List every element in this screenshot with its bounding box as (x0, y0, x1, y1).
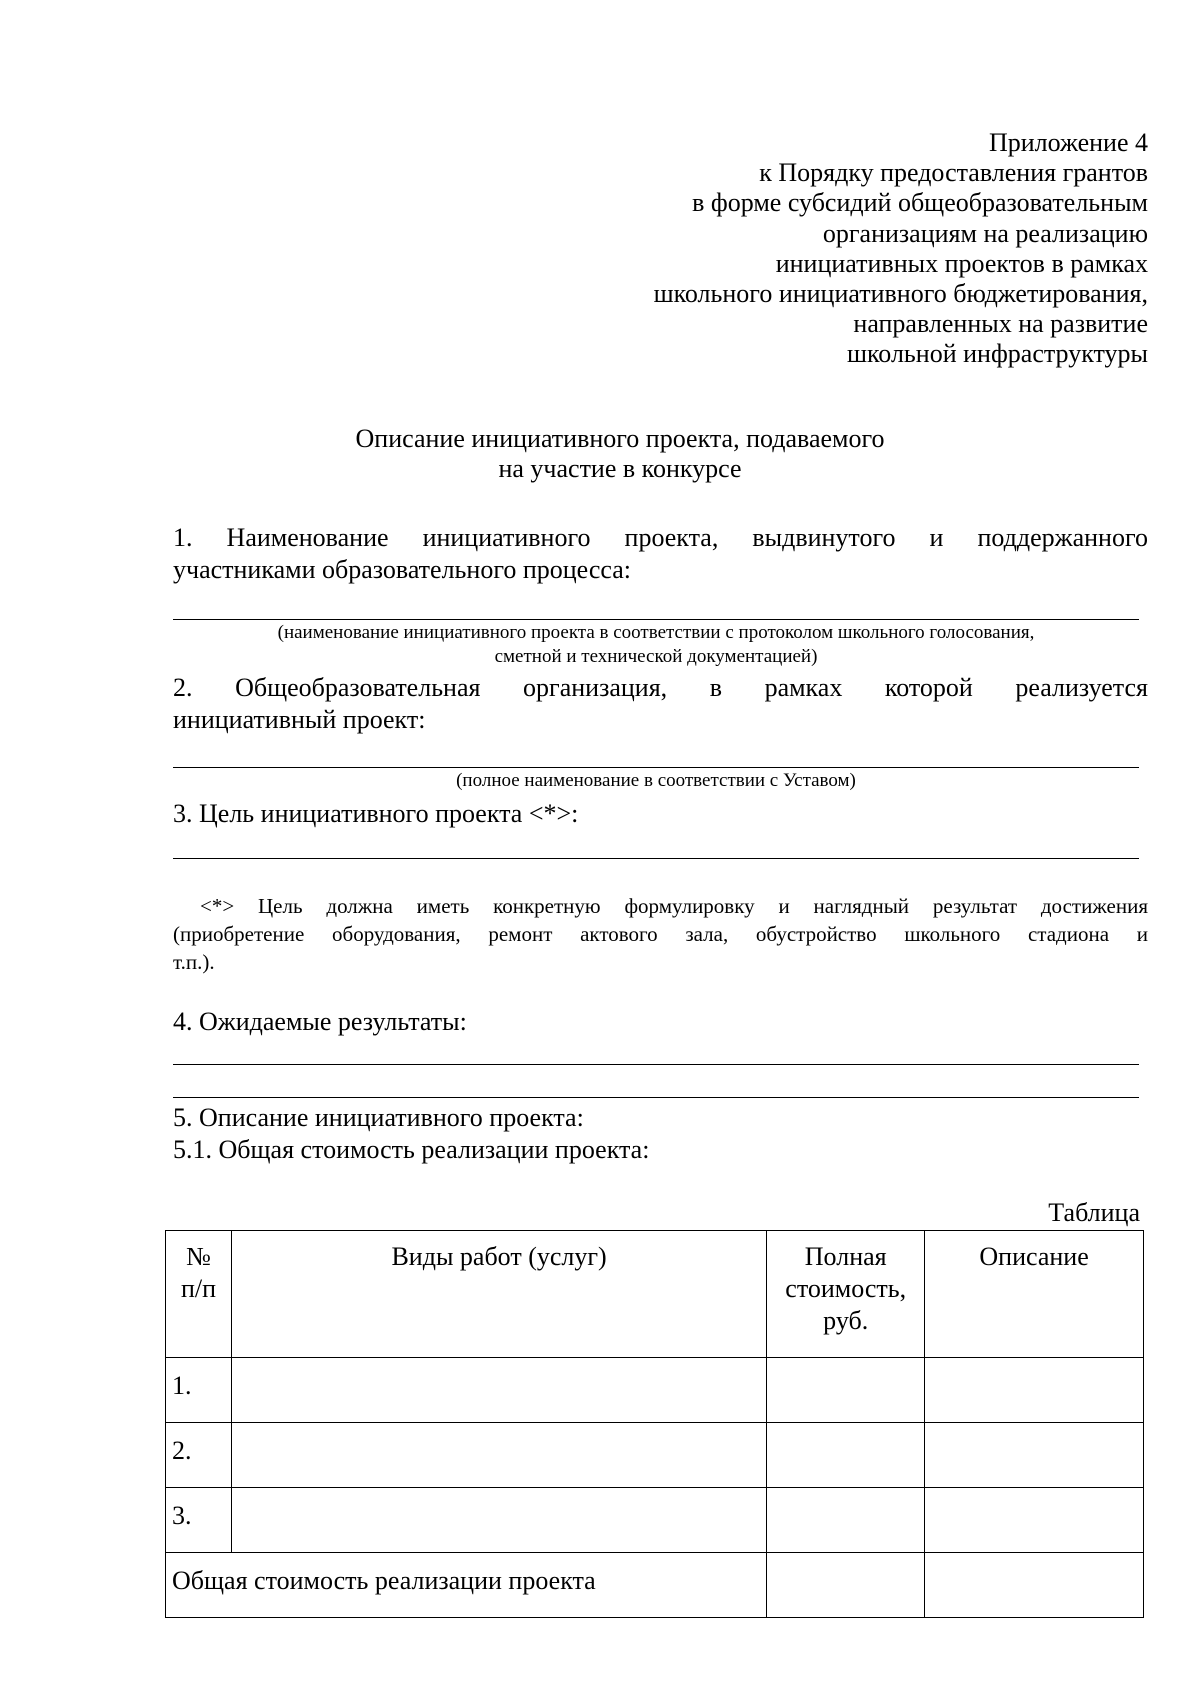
work-type-cell[interactable] (231, 1358, 766, 1423)
table-row (166, 1358, 1144, 1423)
total-cost-cell[interactable] (767, 1553, 925, 1618)
section-4-label: 4. Ожидаемые результаты: (173, 1007, 467, 1036)
section-2-line: инициативный проект: (173, 705, 426, 734)
header-cell-number (166, 1231, 232, 1358)
header-text: Полная (804, 1242, 887, 1271)
section-1-answer-line[interactable] (173, 619, 1139, 620)
cost-table (165, 1230, 1144, 1618)
description-cell[interactable] (925, 1488, 1144, 1553)
title-line: на участие в конкурсе (498, 454, 742, 483)
section-1-line: участниками образовательного процесса: (173, 555, 632, 584)
row-number: 1. (166, 1358, 232, 1423)
appendix-line: Приложение 4 (988, 128, 1148, 157)
appendix-line: к Порядку предоставления грантов (759, 158, 1148, 188)
total-label: Общая стоимость реализации проекта (166, 1553, 767, 1618)
table-total-row (166, 1553, 1144, 1618)
header-text: стоимость, (785, 1274, 907, 1303)
cost-cell[interactable] (767, 1423, 925, 1488)
appendix-line: направленных на развитие (853, 309, 1148, 339)
appendix-line: инициативных проектов в рамках (775, 248, 1148, 278)
caption-line: сметной и технической документацией) (494, 646, 818, 667)
table-caption: Таблица (1048, 1198, 1140, 1227)
header-text: Виды работ (услуг) (391, 1242, 607, 1271)
cost-cell[interactable] (767, 1488, 925, 1553)
section-2-answer-line[interactable] (173, 767, 1139, 768)
section-4-answer-line[interactable] (173, 1097, 1139, 1098)
appendix-line: организациям на реализацию (822, 218, 1148, 248)
title-line: Описание инициативного проекта, подаваемого (355, 424, 885, 453)
appendix-line: школьной инфраструктуры (846, 339, 1148, 369)
footnote-line: (приобретение оборудования, ремонт актового зала, обустройство школьного стадиона и (173, 922, 1148, 946)
appendix-line: в форме субсидий общеобразовательным (692, 188, 1148, 218)
section-2-caption: (полное наименование в соответствии с Уставом) (456, 770, 856, 791)
section-2-line: 2. Общеобразовательная организация, в рамках которой реализуется (173, 673, 1148, 702)
total-description-cell[interactable] (925, 1553, 1144, 1618)
section-3-label: 3. Цель инициативного проекта <*>: (173, 799, 579, 828)
cost-cell[interactable] (767, 1358, 925, 1423)
table-row (166, 1488, 1144, 1553)
appendix-line: школьного инициативного бюджетирования, (653, 279, 1148, 309)
header-cell-work-types (231, 1231, 766, 1358)
header-cell-description (925, 1231, 1144, 1358)
section-2-heading (173, 672, 1148, 736)
section-5-label: 5. Описание инициативного проекта: (173, 1103, 584, 1132)
description-cell[interactable] (925, 1358, 1144, 1423)
section-4-answer-line[interactable] (173, 1064, 1139, 1065)
row-number: 3. (166, 1488, 232, 1553)
caption-line: (наименование инициативного проекта в соответствии с протоколом школьного голосования, (277, 622, 1035, 643)
section-5-1-label: 5.1. Общая стоимость реализации проекта: (173, 1135, 650, 1164)
table-row (166, 1423, 1144, 1488)
description-cell[interactable] (925, 1423, 1144, 1488)
section-1-heading (173, 522, 1148, 586)
footnote-line: т.п.). (173, 950, 215, 974)
row-number: 2. (166, 1423, 232, 1488)
header-cell-full-cost (767, 1231, 925, 1358)
work-type-cell[interactable] (231, 1488, 766, 1553)
footnote-line: <*> Цель должна иметь конкретную формулировку и наглядный результат достижения (200, 894, 1148, 918)
footnote (173, 892, 1148, 976)
section-1-caption (173, 621, 1139, 669)
section-3-answer-line[interactable] (173, 858, 1139, 859)
header-text: № (186, 1242, 211, 1271)
table-header-row (166, 1231, 1144, 1358)
header-text: руб. (823, 1306, 869, 1335)
header-text: п/п (180, 1274, 216, 1303)
document-title (160, 424, 1080, 484)
work-type-cell[interactable] (231, 1423, 766, 1488)
header-text: Описание (979, 1242, 1089, 1271)
appendix-header (448, 128, 1148, 370)
section-1-line: 1. Наименование инициативного проекта, выдвинутого и поддержанного (173, 523, 1148, 552)
